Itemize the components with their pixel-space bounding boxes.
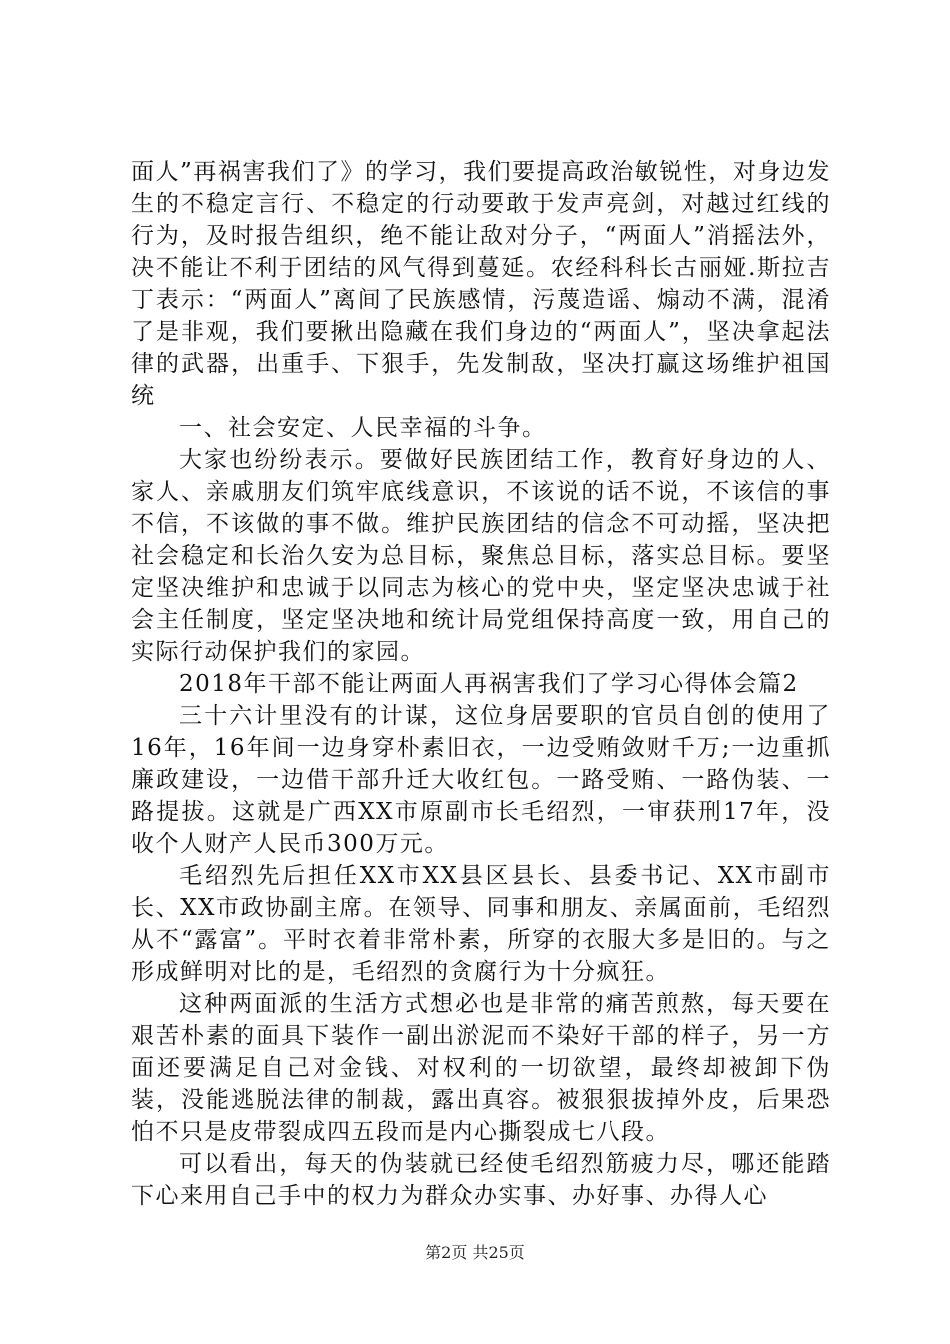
paragraph: 毛绍烈先后担任XX市XX县区县长、县委书记、XX市副市长、XX市政协副主席。在领导、同事和朋友、亲属面前，毛绍烈从不“露富”。平时衣着非常朴素，所穿的衣服大多是旧的。与之形成鲜明对比的是，毛绍烈的贪腐行为十分疯狂。 (131, 863, 831, 985)
document-body (131, 156, 831, 1212)
page-number-footer: 第2页 共25页 (425, 1243, 525, 1262)
paragraph: 可以看出，每天的伪装就已经使毛绍烈筋疲力尽，哪还能踏下心来用自己手中的权力为群众办实事、办好事、办得人心 (131, 1151, 831, 1209)
article-title: 2018年干部不能让两面人再祸害我们了学习心得体会篇2 (179, 671, 799, 697)
paragraph: 大家也纷纷表示。要做好民族团结工作，教育好身边的人、家人、亲戚朋友们筑牢底线意识，不该说的话不说，不该信的事不信，不该做的事不做。维护民族团结的信念不可动摇，坚决把社会稳定和长治久安为总目标，聚焦总目标，落实总目标。要坚定坚决维护和忠诚于以同志为核心的党中央，坚定坚决忠诚于社会主任制度，坚定坚决地和统计局党组保持高度一致，用自己的实际行动保护我们的家园。 (131, 447, 831, 665)
paragraph: 三十六计里没有的计谋，这位身居要职的官员自创的使用了16年，16年间一边身穿朴素旧衣，一边受贿敛财千万;一边重抓廉政建设，一边借干部升迁大收红包。一路受贿、一路伪装、一路提拔。这就是广西XX市原副市长毛绍烈，一审获刑17年，没收个人财产人民币300万元。 (131, 703, 831, 857)
paragraph-continuation: 面人”再祸害我们了》的学习，我们要提高政治敏锐性，对身边发生的不稳定言行、不稳定的行动要敢于发声亮剑，对越过红线的行为，及时报告组织，绝不能让敌对分子，“两面人”消摇法外，决不能让不利于团结的风气得到蔓延。农经科科长古丽娅.斯拉吉丁表示：“两面人”离间了民族感情，污蔑造谣、煽动不满，混淆了是非观，我们要揪出隐藏在我们身边的“两面人”，坚决拿起法律的武器，出重手、下狠手，先发制敌，坚决打赢这场维护祖国统 (131, 159, 831, 409)
paragraph: 这种两面派的生活方式想必也是非常的痛苦煎熬，每天要在艰苦朴素的面具下装作一副出淤泥而不染好干部的样子，另一方面还要满足自己对金钱、对权利的一切欲望，最终却被卸下伪装，没能逃脱法律的制裁，露出真容。被狠狠拔掉外皮，后果恐怕不只是皮带裂成四五段而是内心撕裂成七八段。 (131, 991, 831, 1145)
paragraph-section-heading: 一、社会安定、人民幸福的斗争。 (179, 415, 547, 441)
